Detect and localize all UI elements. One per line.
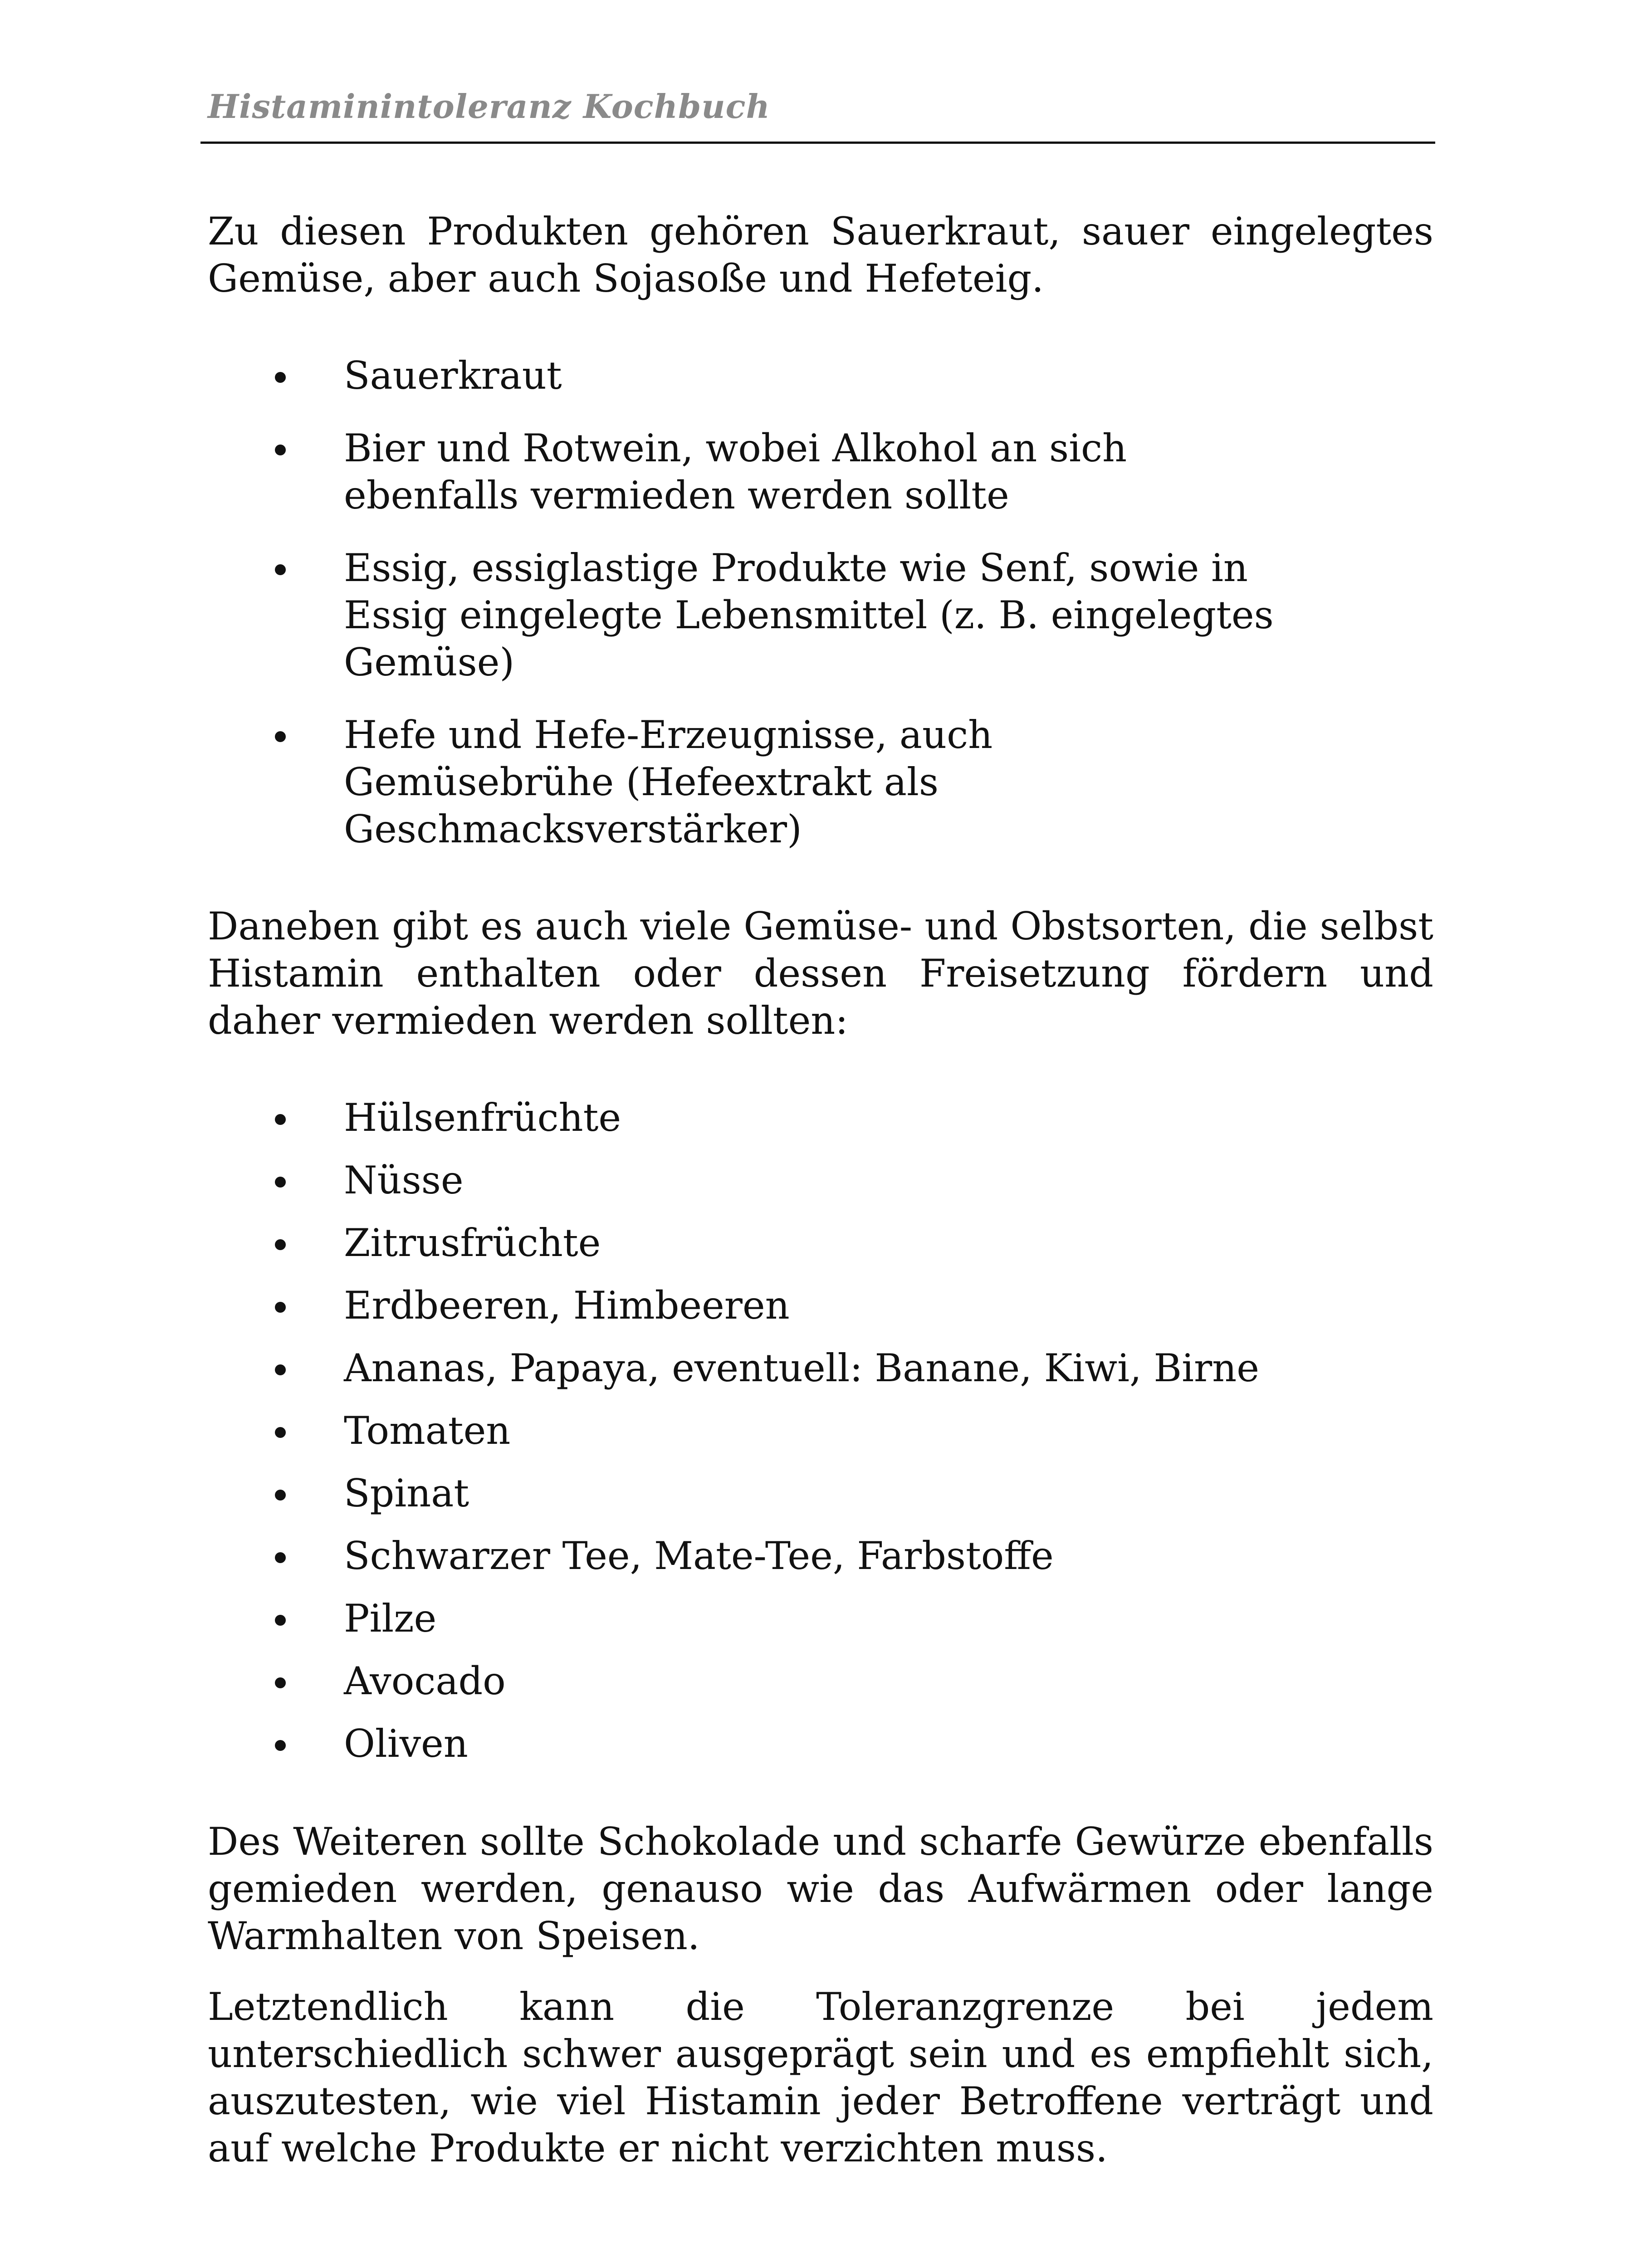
running-header-title: Histaminintoleranz Kochbuch — [208, 87, 770, 126]
list-item — [208, 1407, 1274, 1454]
list-item — [208, 352, 1274, 399]
fermented-foods-list — [208, 352, 1433, 853]
list-item-text: Hefe und Hefe-Erzeugnisse, auch Gemüsebrühe (Hefeextrakt als Geschmacksverstärker) — [344, 713, 993, 851]
list-item-text: Pilze — [344, 1596, 437, 1641]
list-item-text: Schwarzer Tee, Mate-Tee, Farbstoffe — [344, 1534, 1054, 1578]
header-divider — [200, 142, 1435, 144]
bullet-icon — [275, 1490, 286, 1501]
list-item — [208, 1595, 1274, 1642]
list-item — [208, 1157, 1274, 1204]
list-item — [208, 1094, 1274, 1141]
bullet-icon — [275, 731, 286, 742]
bullet-icon — [275, 1427, 286, 1438]
list-item — [208, 1470, 1274, 1517]
vegetables-list — [208, 1094, 1433, 1767]
intro-paragraph: Zu diesen Produkten gehören Sauerkraut, sauer eingelegtes Gemüse, aber auch Sojasoße und Hefeteig. — [208, 209, 1433, 301]
list-item-text: Spinat — [344, 1471, 469, 1515]
list-item-text: Oliven — [344, 1721, 468, 1766]
list-item — [208, 711, 1274, 853]
bullet-icon — [275, 1177, 286, 1188]
list-item-text: Essig, essiglastige Produkte wie Senf, sowie in Essig eingelegte Lebensmittel (z. B. eingelegtes Gemüse) — [344, 546, 1274, 684]
bullet-icon — [275, 1677, 286, 1688]
list-item — [208, 544, 1274, 686]
bullet-icon — [275, 445, 286, 455]
bullet-icon — [275, 1615, 286, 1626]
bullet-icon — [275, 1114, 286, 1125]
bullet-icon — [275, 1552, 286, 1563]
bullet-icon — [275, 372, 286, 383]
list-item-text: Tomaten — [344, 1408, 511, 1453]
conclusion-paragraph: Letztendlich kann die Toleranzgrenze bei jedem unterschiedlich schwer ausgeprägt sein und es empfiehlt sich, auszutesten, wie viel Histamin jeder Betroffene verträgt und auf welche Produkte er nicht verzichten muss. — [208, 1984, 1433, 2170]
further-advice-paragraph: Des Weiteren sollte Schokolade und scharfe Gewürze ebenfalls gemieden werden, genauso wie das Aufwärmen oder lange Warmhalten von Speisen. — [208, 1819, 1433, 1958]
page-body — [208, 208, 1433, 2172]
list-item — [208, 1532, 1274, 1579]
bullet-icon — [275, 1302, 286, 1313]
bullet-icon — [275, 1740, 286, 1751]
list-item — [208, 1219, 1274, 1266]
list-item — [208, 1657, 1274, 1705]
list-item-text: Avocado — [344, 1659, 506, 1703]
bullet-icon — [275, 1239, 286, 1250]
list-item — [208, 1282, 1274, 1329]
list-item-text: Ananas, Papaya, eventuell: Banane, Kiwi, Birne — [344, 1346, 1259, 1390]
list-item-text: Bier und Rotwein, wobei Alkohol an sich ebenfalls vermieden werden sollte — [344, 426, 1127, 518]
bullet-icon — [275, 1364, 286, 1375]
list-item — [208, 1344, 1274, 1392]
list-item — [208, 425, 1274, 519]
list-item-text: Zitrusfrüchte — [344, 1221, 601, 1265]
list-item-text: Hülsenfrüchte — [344, 1095, 621, 1140]
list-item-text: Sauerkraut — [344, 353, 562, 398]
bullet-icon — [275, 564, 286, 575]
list-item-text: Erdbeeren, Himbeeren — [344, 1283, 790, 1328]
list-item — [208, 1720, 1274, 1767]
vegetables-paragraph: Daneben gibt es auch viele Gemüse- und Obstsorten, die selbst Histamin enthalten oder dessen Freisetzung fördern und daher vermieden werden sollten: — [208, 904, 1433, 1043]
list-item-text: Nüsse — [344, 1158, 464, 1202]
